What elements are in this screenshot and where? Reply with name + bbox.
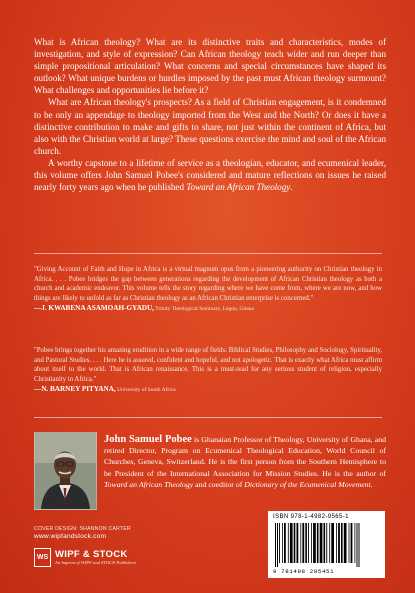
endorsement-quote: "Pobee brings together his amazing erudition in a wide range of fields: Biblical Studies, Philosophy and Sociology, Spirituality, and Pastoral Studies. . . . Here he is assured, confident and hopeful, and not apologetic. That is exactly what Africa must affirm about itself to the world. That is African renaissance. This is a must-read for any serious student of religion, especially Christianity in Africa." [34, 347, 382, 383]
publisher-logo [34, 547, 164, 567]
cover-design-credit: COVER DESIGN: SHANNON CARTER [34, 526, 131, 532]
endorsement-attribution: —J. KWABENA ASAMOAH-GYADU, Trinity Theological Seminary, Legon, Ghana [34, 304, 254, 313]
author-photo [34, 432, 97, 510]
endorsement [34, 346, 382, 396]
ean-number: 9 781498 295451 [273, 568, 335, 575]
publisher-website-link[interactable]: www.wipfandstock.com [34, 533, 107, 540]
endorsement [34, 265, 382, 315]
description-paragraph-1: What is African theology? What are its distinctive traits and characteristics, modes of investigation, and style of expression? Can African theology teach wider and run deeper than simple propositional articulation? What concerns and special circumstances have shaped its outlook? What unique burdens or hurdles imposed by the past must African theology surmount? What challenges and opportunities lie before it? [34, 37, 386, 96]
publisher-tagline: An Imprint of WIPF and STOCK Publishers [55, 559, 137, 565]
publisher-logo-icon: WS [34, 548, 51, 567]
description-paragraph-2: What are African theology's prospects? As a field of Christian engagement, is it condemned to be only an appendage to theology imported from the West and the North? Or does it have a distinctive contribution to make and gifts to share, not just within the continent of Africa, but also with the Christian world at large? These questions exercise the mind and soul of the African church. [34, 97, 386, 156]
isbn-number: ISBN 978-1-4982-9565-1 [273, 514, 349, 520]
description-paragraph-3: A worthy capstone to a lifetime of service as a theologian, educator, and ecumenical leader, this volume offers John Samuel Pobee's considered and mature reflections on issues he raised nearly forty years ago when he published Toward an African Theology. [34, 157, 386, 193]
cover-credits [34, 525, 131, 541]
endorsement-quote: "Giving Account of Faith and Hope in Africa is a virtual magnum opus from a pioneering authority on Christian theology in Africa. . . . Pobee bridges the gap between generations regarding the development of African Christian theology as both a church and academic endeavor. This volume tells the story regarding where we have come from, where we are now, and how things are likely to unfold as far as Christian theology as an African Christian enterprise is concerned." [34, 266, 382, 302]
book-title-reference: Toward an African Theology [186, 182, 291, 193]
author-name: John Samuel Pobee [104, 434, 192, 445]
barcode-icon [274, 523, 380, 567]
endorsement-attribution: —N. BARNEY PITYANA, University of South Africa [34, 385, 176, 394]
divider-top [34, 253, 382, 254]
author-bio: John Samuel Pobee is Ghanaian Professor of Theology, University of Ghana, and retired Director, Program on Ecumenical Theological Education, World Council of Churches, Geneva, Switzerland. He is the first person from the Southern Hemisphere to be President of the International Association for Mission Studies. He is the author of Toward an African Theology and coeditor of Dictionary of the Ecumenical Movement. [104, 434, 386, 489]
author-book-1: Toward an African Theology [104, 479, 194, 489]
isbn-barcode [268, 511, 385, 578]
publisher-name: WIPF & STOCK [55, 548, 128, 560]
divider-bottom [34, 417, 382, 418]
book-description [34, 36, 386, 193]
author-book-2: Dictionary of the Ecumenical Movement [244, 479, 371, 489]
